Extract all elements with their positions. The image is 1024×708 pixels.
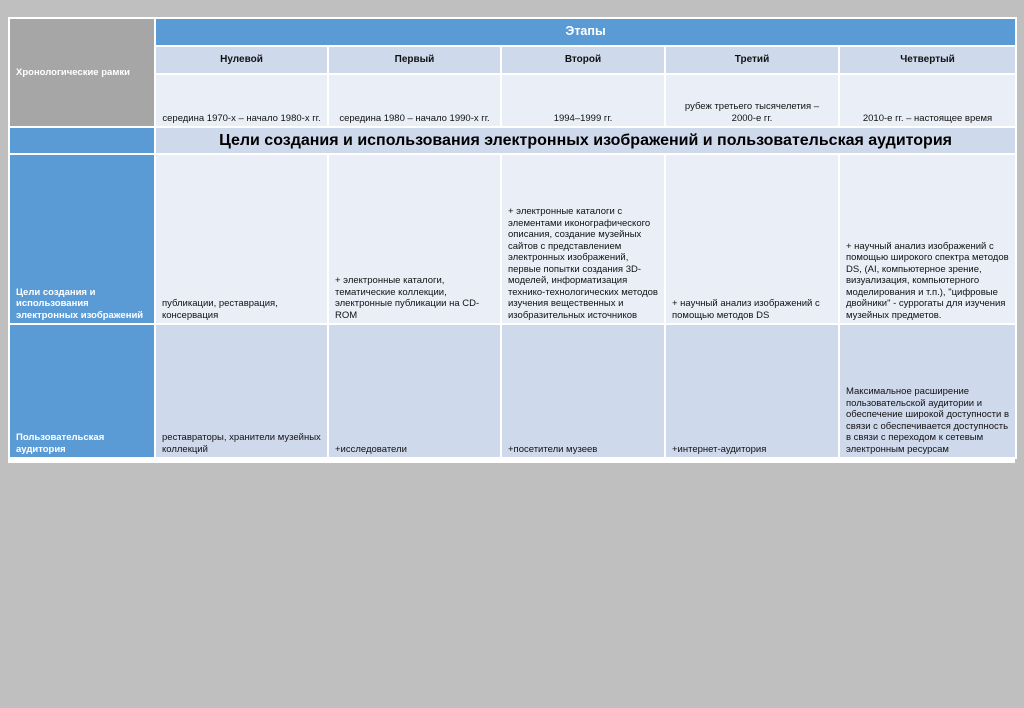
period-zero: середина 1970-х – начало 1980-х гг. xyxy=(155,74,328,127)
audience-stage-zero: реставраторы, хранители музейных коллекций xyxy=(155,324,328,458)
stage-second: Второй xyxy=(501,46,665,74)
section-title: Цели создания и использования электронных изображений и пользовательская аудитория xyxy=(155,127,1016,154)
goals-stage-third: + научный анализ изображений с помощью методов DS xyxy=(665,154,839,324)
stages-header: Этапы xyxy=(155,18,1016,46)
audience-stage-third: +интернет-аудитория xyxy=(665,324,839,458)
period-fourth: 2010-е гг. – настоящее время xyxy=(839,74,1016,127)
goals-stage-first: + электронные каталоги, тематические коллекции, электронные публикации на CD-ROM xyxy=(328,154,501,324)
stage-fourth: Четвертый xyxy=(839,46,1016,74)
goals-stage-second: + электронные каталоги с элементами иконографического описания, создание музейных сайтов с представлением электронных изображений, первые попытки создания 3D-моделей, информатизация технико-технологических методов изучения вещественных и изобразительных источников xyxy=(501,154,665,324)
audience-stage-second: +посетители музеев xyxy=(501,324,665,458)
goals-stage-fourth: + научный анализ изображений с помощью широкого спектра методов DS, (AI, компьютерное зрение, визуализация, компьютерного моделирования и т.п.), "цифровые двойники" - суррогаты для изучения музейных предметов. xyxy=(839,154,1016,324)
section-left-spacer xyxy=(9,127,155,154)
stage-first: Первый xyxy=(328,46,501,74)
chronology-label: Хронологические рамки xyxy=(9,18,155,127)
stage-zero: Нулевой xyxy=(155,46,328,74)
goals-stage-zero: публикации, реставрация, консервация xyxy=(155,154,328,324)
stage-third: Третий xyxy=(665,46,839,74)
period-first: середина 1980 – начало 1990-х гг. xyxy=(328,74,501,127)
row-label-goals: Цели создания и использования электронных изображений xyxy=(9,154,155,324)
row-label-audience: Пользовательская аудитория xyxy=(9,324,155,458)
period-third: рубеж третьего тысячелетия – 2000-е гг. xyxy=(665,74,839,127)
audience-stage-first: +исследователи xyxy=(328,324,501,458)
period-second: 1994–1999 гг. xyxy=(501,74,665,127)
stages-table xyxy=(8,17,1017,459)
audience-stage-fourth: Максимальное расширение пользовательской аудитории и обеспечение широкой доступности в связи с обеспечивается доступность в связи с переходом к сетевым электронным ресурсам xyxy=(839,324,1016,458)
